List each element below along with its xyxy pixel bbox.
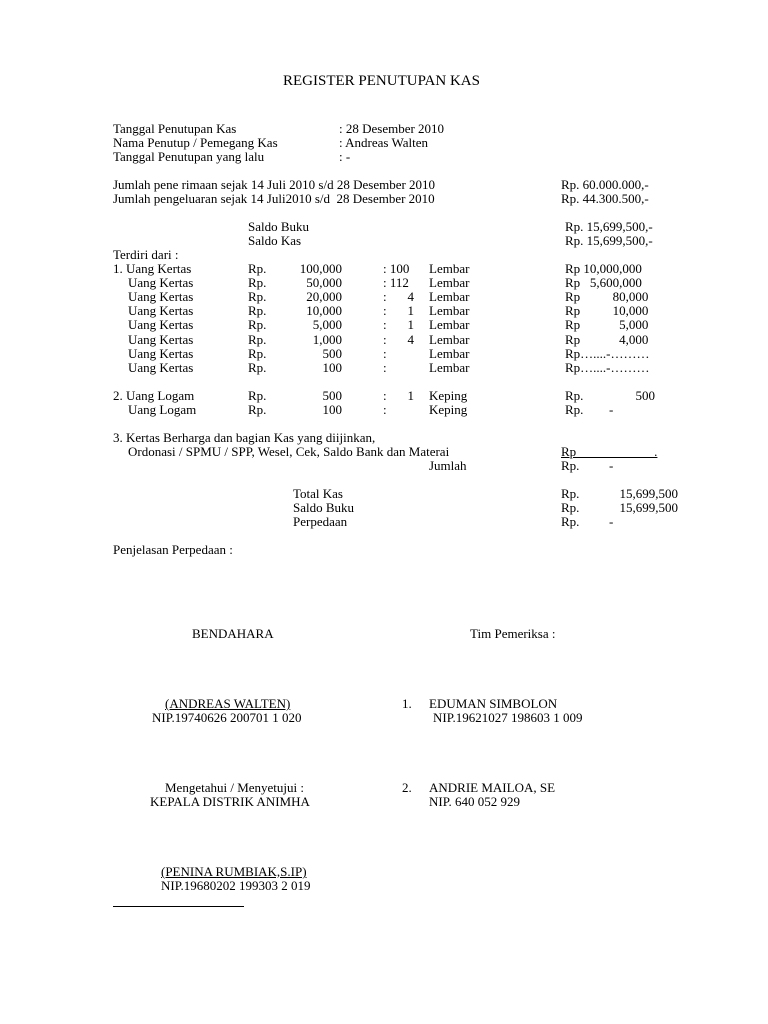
row-denom: 10,000 bbox=[306, 303, 342, 318]
row-colon: : 112 bbox=[383, 275, 409, 290]
field-value: : - bbox=[339, 149, 351, 164]
row-rp: Rp. bbox=[248, 303, 267, 318]
row-amount: - bbox=[609, 402, 614, 417]
saldo-value: Rp. 15,699,500,- bbox=[565, 219, 653, 234]
row-rp: Rp. bbox=[248, 346, 267, 361]
pemeriksa-nip: NIP.19621027 198603 1 009 bbox=[433, 710, 583, 725]
row-unit: Lembar bbox=[429, 275, 470, 290]
row-denom: 20,000 bbox=[306, 289, 342, 304]
period-value: Rp. 44.300.500,- bbox=[561, 191, 649, 206]
bendahara-nip: NIP.19740626 200701 1 020 bbox=[152, 710, 302, 725]
pemeriksa-name: ANDRIE MAILOA, SE bbox=[429, 780, 556, 795]
bendahara-name: (ANDREAS WALTEN) bbox=[165, 696, 291, 711]
kertas-berharga-line: Ordonasi / SPMU / SPP, Wesel, Cek, Saldo Bank dan Materai bbox=[128, 444, 450, 459]
saldo-value: Rp. 15,699,500,- bbox=[565, 233, 653, 248]
row-unit: Lembar bbox=[429, 289, 470, 304]
row-denom: 50,000 bbox=[306, 275, 342, 290]
row-unit: Keping bbox=[429, 388, 468, 403]
row-rp: Rp. bbox=[248, 275, 267, 290]
row-rp: Rp. bbox=[248, 388, 267, 403]
jumlah-rp: Rp. bbox=[561, 458, 580, 473]
kertas-berharga-line: 3. Kertas Berharga dan bagian Kas yang diijinkan, bbox=[113, 430, 376, 445]
row-colon: : bbox=[383, 289, 387, 304]
row-label: Uang Kertas bbox=[128, 303, 194, 318]
row-qty: 1 bbox=[407, 317, 414, 332]
row-amount-rp: Rp. bbox=[565, 402, 584, 417]
row-label: Uang Kertas bbox=[128, 360, 194, 375]
tim-pemeriksa-label: Tim Pemeriksa : bbox=[470, 626, 556, 641]
row-rp: Rp. bbox=[248, 360, 267, 375]
row-qty: 1 bbox=[407, 388, 414, 403]
row-colon: : bbox=[383, 402, 387, 417]
period-label: Jumlah pengeluaran sejak 14 Juli2010 s/d 28 Desember 2010 bbox=[113, 191, 435, 206]
row-amount: Rp…....-……… bbox=[565, 360, 650, 375]
row-colon: : bbox=[383, 303, 387, 318]
row-amount: Rp 10,000,000 bbox=[565, 261, 642, 276]
summary-label: Saldo Buku bbox=[293, 500, 355, 515]
row-unit: Lembar bbox=[429, 303, 470, 318]
footnote-divider bbox=[113, 906, 244, 907]
row-colon: : bbox=[383, 317, 387, 332]
row-colon: : bbox=[383, 360, 387, 375]
row-amount: Rp…....-……… bbox=[565, 346, 650, 361]
terdiri-label: Terdiri dari : bbox=[113, 247, 179, 262]
row-qty: 1 bbox=[407, 303, 414, 318]
row-colon: : bbox=[383, 346, 387, 361]
field-label: Tanggal Penutupan yang lalu bbox=[113, 149, 265, 164]
row-colon: : bbox=[383, 332, 387, 347]
period-label: Jumlah pene rimaan sejak 14 Juli 2010 s/d 28 Desember 2010 bbox=[113, 177, 436, 192]
pemeriksa-name: EDUMAN SIMBOLON bbox=[429, 696, 558, 711]
summary-value: 15,699,500 bbox=[619, 500, 678, 515]
row-denom: 100,000 bbox=[299, 261, 342, 276]
kepala-distrik-label: KEPALA DISTRIK ANIMHA bbox=[150, 794, 310, 809]
field-value: : Andreas Walten bbox=[339, 135, 428, 150]
field-value: : 28 Desember 2010 bbox=[339, 121, 445, 136]
summary-label: Total Kas bbox=[293, 486, 343, 501]
row-denom: 500 bbox=[322, 346, 342, 361]
summary-value: - bbox=[609, 514, 614, 529]
summary-rp: Rp. bbox=[561, 514, 580, 529]
row-rp: Rp. bbox=[248, 332, 267, 347]
row-unit: Keping bbox=[429, 402, 468, 417]
field-label: Tanggal Penutupan Kas bbox=[113, 121, 237, 136]
row-rp: Rp. bbox=[248, 402, 267, 417]
jumlah-label: Jumlah bbox=[429, 458, 467, 473]
row-denom: 100 bbox=[322, 402, 342, 417]
row-amount: Rp 80,000 bbox=[565, 289, 649, 304]
page-title: REGISTER PENUTUPAN KAS bbox=[283, 73, 480, 89]
kepala-name: (PENINA RUMBIAK,S.IP) bbox=[161, 864, 307, 879]
field-label: Nama Penutup / Pemegang Kas bbox=[113, 135, 278, 150]
bendahara-label: BENDAHARA bbox=[192, 626, 274, 641]
period-value: Rp. 60.000.000,- bbox=[561, 177, 649, 192]
jumlah-value: - bbox=[609, 458, 614, 473]
row-label: Uang Logam bbox=[128, 402, 197, 417]
summary-rp: Rp. bbox=[561, 486, 580, 501]
kepala-nip: NIP.19680202 199303 2 019 bbox=[161, 878, 311, 893]
pemeriksa-number: 1. bbox=[402, 696, 412, 711]
row-qty: 4 bbox=[407, 332, 414, 347]
row-amount: Rp 10,000 bbox=[565, 303, 649, 318]
summary-rp: Rp. bbox=[561, 500, 580, 515]
summary-label: Perpedaan bbox=[293, 514, 348, 529]
row-label: 1. Uang Kertas bbox=[113, 261, 192, 276]
row-label: 2. Uang Logam bbox=[113, 388, 195, 403]
row-qty: 4 bbox=[407, 289, 414, 304]
row-colon: : 100 bbox=[383, 261, 410, 276]
row-unit: Lembar bbox=[429, 360, 470, 375]
summary-value: 15,699,500 bbox=[619, 486, 678, 501]
row-amount-rp: Rp. bbox=[565, 388, 584, 403]
row-label: Uang Kertas bbox=[128, 289, 194, 304]
row-denom: 100 bbox=[322, 360, 342, 375]
row-amount: Rp 5,000 bbox=[565, 317, 649, 332]
kertas-berharga-value: Rp . bbox=[561, 444, 658, 459]
row-rp: Rp. bbox=[248, 289, 267, 304]
row-amount: 500 bbox=[635, 388, 655, 403]
row-denom: 5,000 bbox=[312, 317, 342, 332]
penjelasan-label: Penjelasan Perpedaan : bbox=[113, 542, 233, 557]
row-label: Uang Kertas bbox=[128, 317, 194, 332]
row-unit: Lembar bbox=[429, 317, 470, 332]
row-unit: Lembar bbox=[429, 346, 470, 361]
pemeriksa-number: 2. bbox=[402, 780, 412, 795]
row-amount: Rp 5,600,000 bbox=[565, 275, 642, 290]
saldo-label: Saldo Kas bbox=[248, 233, 302, 248]
row-unit: Lembar bbox=[429, 261, 470, 276]
row-rp: Rp. bbox=[248, 317, 267, 332]
saldo-label: Saldo Buku bbox=[248, 219, 310, 234]
row-unit: Lembar bbox=[429, 332, 470, 347]
row-rp: Rp. bbox=[248, 261, 267, 276]
row-denom: 1,000 bbox=[312, 332, 342, 347]
mengetahui-label: Mengetahui / Menyetujui : bbox=[165, 780, 305, 795]
pemeriksa-nip: NIP. 640 052 929 bbox=[429, 794, 521, 809]
row-colon: : bbox=[383, 388, 387, 403]
row-amount: Rp 4,000 bbox=[565, 332, 649, 347]
row-label: Uang Kertas bbox=[128, 346, 194, 361]
row-label: Uang Kertas bbox=[128, 275, 194, 290]
row-denom: 500 bbox=[322, 388, 342, 403]
row-label: Uang Kertas bbox=[128, 332, 194, 347]
